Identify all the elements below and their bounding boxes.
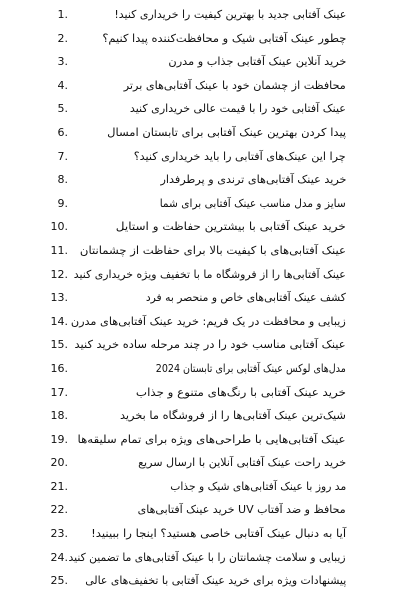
list-item-text: عینک آفتابی‌های با کیفیت بالا برای حفاظت از چشمانتان: [80, 243, 346, 257]
list-item-number: 23.: [50, 527, 68, 541]
list-item-number: 16.: [50, 361, 68, 375]
list-item-text: عینک آفتابی جدید با بهترین کیفیت را خریداری کنید!: [114, 8, 346, 21]
list-item-number: 14.: [50, 314, 68, 328]
list-item-number: 9.: [57, 196, 68, 210]
list-item-number: 20.: [50, 456, 68, 470]
list-item-number: 21.: [50, 479, 68, 493]
list-item-number: 1.: [57, 8, 68, 21]
list-item: [0, 193, 414, 217]
list-item-number: 25.: [50, 574, 68, 588]
list-item-number: 4.: [57, 78, 68, 92]
list-item: [0, 240, 414, 264]
list-item-text: پیشنهادات ویژه برای خرید عینک آفتابی با تخفیف‌های عالی: [85, 574, 346, 588]
list-item-number: 22.: [50, 503, 68, 517]
list-item: [0, 570, 414, 594]
list-item-text: خرید عینک آفتابی‌های ترندی و پرطرفدار: [159, 173, 346, 187]
list-item-text: شیک‌ترین عینک آفتابی‌ها را از فروشگاه ما بخرید: [120, 409, 346, 423]
list-item-number: 10.: [50, 220, 68, 234]
list-item-text: خرید آنلاین عینک آفتابی جذاب و مدرن: [168, 55, 346, 69]
list-item-text: سایز و مدل مناسب عینک آفتابی برای شما: [160, 196, 346, 210]
list-item-number: 7.: [57, 149, 68, 163]
list-item: [0, 499, 414, 523]
list-item-text: محافظ و ضد آفتاب UV خرید عینک آفتابی‌های: [138, 503, 346, 517]
list-item-text: چطور عینک آفتابی شیک و محافظت‌کننده پیدا کنیم؟: [102, 31, 346, 45]
list-item-text: مدل‌های لوکس عینک آفتابی برای تابستان 2024: [156, 361, 346, 375]
list-item-text: کشف عینک آفتابی‌های خاص و منحصر به فرد: [146, 291, 346, 305]
list-item-text: زیبایی و سلامت چشمانتان را با عینک آفتابی‌های ما تضمین کنید: [69, 550, 346, 564]
list-item: [0, 287, 414, 311]
list-item-number: 17.: [50, 385, 68, 399]
list-item: [0, 28, 414, 52]
list-item: [0, 429, 414, 453]
list-item: [0, 75, 414, 99]
list-item: [0, 264, 414, 288]
list-item: [0, 452, 414, 476]
list-item-text: عینک آفتابی‌ها را از فروشگاه ما با تخفیف ویژه خریداری کنید: [74, 267, 346, 281]
list-item-number: 18.: [50, 409, 68, 423]
list-item-text: زیبایی و محافظت در یک فریم: خرید عینک آفتابی‌های مدرن: [71, 314, 346, 328]
list-item: [0, 311, 414, 335]
list-item-number: 6.: [57, 125, 68, 139]
list-item: [0, 216, 414, 240]
list-item-text: عینک آفتابی‌هایی با طراحی‌های ویژه برای تمام سلیقه‌ها: [78, 432, 346, 446]
list-item: [0, 523, 414, 547]
list-item-text: پیدا کردن بهترین عینک آفتابی برای تابستان امسال: [107, 125, 346, 139]
list-item: [0, 51, 414, 75]
list-item: [0, 358, 414, 382]
list-item-text: خرید راحت عینک آفتابی آنلاین با ارسال سریع: [138, 456, 346, 470]
list-item-number: 5.: [57, 102, 68, 116]
list-item: [0, 146, 414, 170]
list-item: [0, 4, 414, 28]
list-item: [0, 122, 414, 146]
list-item-text: چرا این عینک‌های آفتابی را باید خریداری کنید؟: [133, 149, 346, 163]
list-item: [0, 476, 414, 500]
list-item-text: عینک آفتابی خود را با قیمت عالی خریداری کنید: [130, 102, 346, 116]
list-item: [0, 547, 414, 571]
list-item-text: خرید عینک آفتابی با بیشترین حفاظت و استایل: [116, 220, 346, 234]
list-item: [0, 169, 414, 193]
list-item-text: عینک آفتابی مناسب خود را در چند مرحله ساده خرید کنید: [75, 338, 346, 352]
list-item: [0, 382, 414, 406]
list-item-number: 3.: [57, 55, 68, 69]
list-item-number: 19.: [50, 432, 68, 446]
list-item-text: مد روز با عینک آفتابی‌های شیک و جذاب: [170, 479, 346, 493]
list-item-number: 24.: [50, 550, 68, 564]
list-item-number: 2.: [57, 31, 68, 45]
list-item: [0, 334, 414, 358]
list-item: [0, 98, 414, 122]
list-item-number: 12.: [50, 267, 68, 281]
list-item-number: 8.: [57, 173, 68, 187]
list-item-text: خرید عینک آفتابی با رنگ‌های متنوع و جذاب: [136, 385, 346, 399]
list-item-number: 15.: [50, 338, 68, 352]
list-item-number: 13.: [50, 291, 68, 305]
list-item-text: محافظت از چشمان خود با عینک آفتابی‌های برتر: [123, 78, 346, 92]
list-item-number: 11.: [50, 243, 68, 257]
list-item: [0, 405, 414, 429]
list-item-text: آیا به دنبال عینک آفتابی خاصی هستید؟ اینجا را ببینید!: [91, 527, 346, 541]
